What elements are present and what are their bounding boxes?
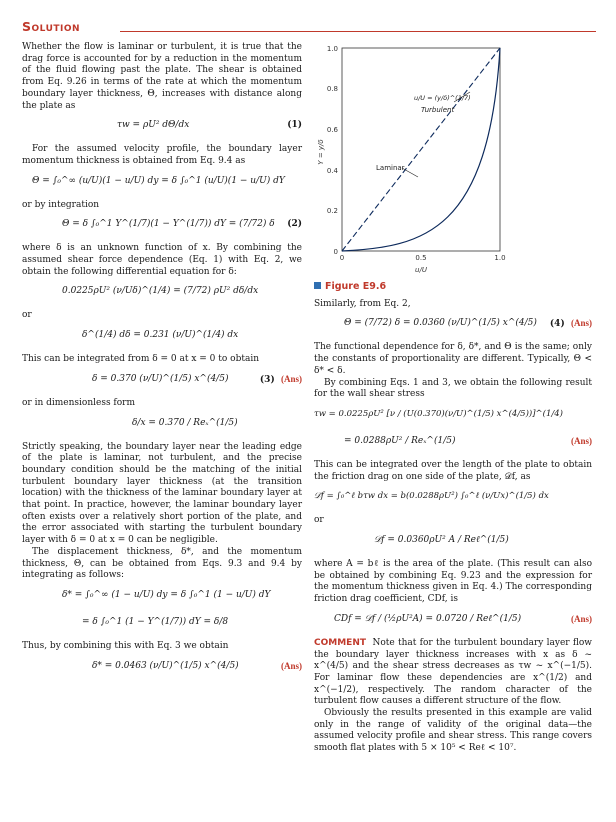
equation-2 bbox=[22, 216, 302, 238]
laminar-curve bbox=[342, 48, 500, 251]
velocity-profile-plot bbox=[314, 42, 592, 277]
eq1-number: (1) bbox=[287, 120, 302, 131]
equation-separated bbox=[22, 327, 302, 349]
figure-e9-6 bbox=[314, 42, 592, 277]
eq3-ans: (Ans) bbox=[280, 373, 302, 384]
para-dimensionless: or in dimensionless form bbox=[22, 397, 136, 408]
x-tick-0: 0 bbox=[339, 254, 345, 262]
eq1-text: τw = ρU² dΘ/dx bbox=[117, 120, 190, 131]
eq-disp3-ans: (Ans) bbox=[280, 660, 302, 671]
y-tick-5: 1.0 bbox=[326, 45, 338, 53]
para-functional-dependence: The functional dependence for δ, δ*, and Θ is the same; only the constants of proportionality are different. Typically, Θ < δ* < δ. bbox=[314, 342, 592, 376]
para-strictly-speaking: Strictly speaking, the boundary layer near the leading edge of the plate is laminar, not turbulent, and the precise boundary condition should be the matching of the initial turbulent boundary layer thickness (at the transition location) with the thickness of the laminar boundary layer at that point. In practice, however, the laminar boundary layer often exists over a relatively short portion of the plate, and the error associated with starting the turbulent boundary layer with δ = 0 at x = 0 can be negligible. bbox=[22, 441, 302, 546]
x-axis-label: u/U bbox=[415, 266, 427, 274]
para-or-2: or bbox=[314, 515, 324, 526]
left-column bbox=[22, 42, 302, 685]
para-momentum-intro: Whether the flow is laminar or turbulent, it is true that the drag force is accounted for by a reduction in the momentum of the fluid flowing past the plate. The shear is obtained from Eq. 9.26 in terms of the rate at which the momentum boundary layer thickness, Θ, increases with distance along the plate as bbox=[22, 42, 302, 111]
eq2-text: Θ = δ ∫₀^1 Y^(1/7)(1 − Y^(1/7)) dY = (7/72) δ bbox=[62, 219, 275, 230]
eq-sep-text: δ^(1/4) dδ = 0.231 (ν/U)^(1/4) dx bbox=[82, 330, 239, 341]
solution-header bbox=[22, 19, 596, 39]
eq-diff-text: 0.0225ρU² (ν/Uδ)^(1/4) = (7/72) ρU² dδ/dx bbox=[62, 286, 259, 297]
eq3-text: δ = 0.370 (ν/U)^(1/5) x^(4/5) bbox=[92, 373, 229, 384]
laminar-label: Laminar bbox=[376, 164, 405, 172]
para-thus: Thus, by combining this with Eq. 3 we obtain bbox=[22, 640, 229, 651]
comment-label: COMMENT bbox=[314, 637, 366, 648]
equation-diff bbox=[22, 283, 302, 305]
equation-3 bbox=[22, 371, 302, 393]
y-tick-labels bbox=[327, 45, 339, 256]
x-tick-labels bbox=[340, 254, 506, 262]
equation-4 bbox=[314, 315, 592, 337]
eq-tau-ans: (Ans) bbox=[570, 435, 592, 446]
solution-title: Solution bbox=[22, 19, 81, 34]
equation-theta bbox=[22, 173, 302, 195]
eq2-number: (2) bbox=[287, 219, 302, 230]
eq-disp2-text: = δ ∫₀^1 (1 − Y^(1/7)) dY = δ/8 bbox=[82, 616, 229, 627]
eq-tau1-text: τw = 0.0225ρU² [ν / (U(0.370)(ν/U)^(1/5) x^(4/5))]^(1/4) bbox=[314, 408, 563, 419]
para-area: where A = bℓ is the area of the plate. (This result can also be obtained by combining Eq. 9.23 and the expression for the momentum thickness given in Eq. 4.) The corresponding friction drag coefficient, CDf, is bbox=[314, 559, 592, 605]
para-integrated-length: This can be integrated over the length of the plate to obtain the friction drag on one side of the plate, 𝒟f, as bbox=[314, 459, 592, 482]
equation-drag-1 bbox=[314, 488, 592, 510]
eq-drag1-text: 𝒟f = ∫₀^ℓ bτw dx = b(0.0288ρU²) ∫₀^ℓ (ν/Ux)^(1/5) dx bbox=[314, 491, 549, 502]
equation-1 bbox=[22, 117, 302, 139]
x-tick-2: 1.0 bbox=[494, 254, 506, 262]
eq-dimless-text: δ/x = 0.370 / Reₓ^(1/5) bbox=[132, 417, 238, 428]
para-validity: Obviously the results presented in this example are valid only in the range of validity of the original data—the assumed velocity profile and shear stress. This range covers smooth flat plates with 5 × 10⁵ < Reℓ < 10⁷. bbox=[314, 708, 592, 754]
equation-displacement-1 bbox=[22, 587, 302, 609]
figure-caption bbox=[314, 281, 592, 293]
equation-displacement-3 bbox=[22, 658, 302, 680]
eq-tau2-text: = 0.0288ρU² / Reₓ^(1/5) bbox=[344, 435, 456, 446]
eq-cdf-text: CDf = 𝒟f / (½ρU²A) = 0.0720 / Reℓ^(1/5) bbox=[334, 613, 522, 624]
eq-disp3-text: δ* = 0.0463 (ν/U)^(1/5) x^(4/5) bbox=[92, 660, 239, 671]
caption-square-icon bbox=[314, 282, 321, 289]
para-similarly: Similarly, from Eq. 2, bbox=[314, 298, 411, 309]
turbulent-equation: u/U = (y/δ)^(1/7) bbox=[414, 94, 471, 102]
y-tick-4: 0.8 bbox=[326, 85, 338, 93]
turbulent-label: Turbulent bbox=[421, 106, 455, 114]
equation-displacement-2 bbox=[22, 614, 302, 636]
para-comment bbox=[314, 638, 592, 708]
equation-dimensionless bbox=[22, 415, 302, 437]
laminar-pointer bbox=[402, 168, 418, 177]
para-by-integration: or by integration bbox=[22, 199, 100, 210]
eq4-text: Θ = (7/72) δ = 0.0360 (ν/U)^(1/5) x^(4/5) bbox=[344, 318, 537, 329]
y-axis-label: Y = y/δ bbox=[317, 139, 325, 165]
eq4-number: (4) bbox=[549, 319, 565, 330]
y-tick-1: 0.2 bbox=[326, 207, 338, 215]
eq-drag2-text: 𝒟f = 0.0360ρU² A / Reℓ^(1/5) bbox=[374, 535, 509, 546]
equation-cdf bbox=[314, 611, 592, 633]
header-rule bbox=[120, 31, 596, 32]
y-tick-3: 0.6 bbox=[326, 126, 338, 134]
equation-drag-2 bbox=[314, 532, 592, 554]
eq-cdf-ans: (Ans) bbox=[570, 613, 592, 624]
y-tick-2: 0.4 bbox=[326, 167, 338, 175]
para-velocity-profile: For the assumed velocity profile, the boundary layer momentum thickness is obtained from Eq. 9.4 as bbox=[22, 144, 302, 166]
equation-tau-1 bbox=[314, 406, 592, 428]
para-or-1: or bbox=[22, 310, 32, 321]
comment-text: Note that for the turbulent boundary layer flow the boundary layer thickness increases with x as δ ~ x^(4/5) and the shear stress decreases as τw ~ x^(−1/5). For laminar flow these dependencies are x^(1/2) and x^(−1/2), respectively. The random character of the turbulent flow causes a different structure of the flow. bbox=[314, 637, 592, 707]
para-displacement: The displacement thickness, δ*, and the momentum thickness, Θ, can be obtained from Eqs. 9.3 and 9.4 by integrating as follows: bbox=[22, 546, 302, 581]
para-integrate: This can be integrated from δ = 0 at x = 0 to obtain bbox=[22, 354, 259, 365]
eq-disp1-text: δ* = ∫₀^∞ (1 − u/U) dy = δ ∫₀^1 (1 − u/U) dY bbox=[62, 589, 271, 600]
eq4-ans: (Ans) bbox=[570, 318, 592, 329]
eq-theta-text: Θ = ∫₀^∞ (u/U)(1 − u/U) dy = δ ∫₀^1 (u/U)(1 − u/U) dY bbox=[32, 175, 285, 186]
caption-text: Figure E9.6 bbox=[325, 281, 387, 292]
x-tick-1: 0.5 bbox=[415, 254, 427, 262]
equation-tau-2 bbox=[314, 433, 592, 455]
y-tick-0: 0 bbox=[333, 248, 338, 256]
para-unknown-function: where δ is an unknown function of x. By combining the assumed shear force dependence (Eq. 1) with Eq. 2, we obtain the following differential equation for δ: bbox=[22, 243, 302, 277]
right-column bbox=[314, 42, 592, 755]
eq3-number: (3) bbox=[259, 374, 275, 385]
para-combining: By combining Eqs. 1 and 3, we obtain the following result for the wall shear stress bbox=[314, 377, 592, 400]
